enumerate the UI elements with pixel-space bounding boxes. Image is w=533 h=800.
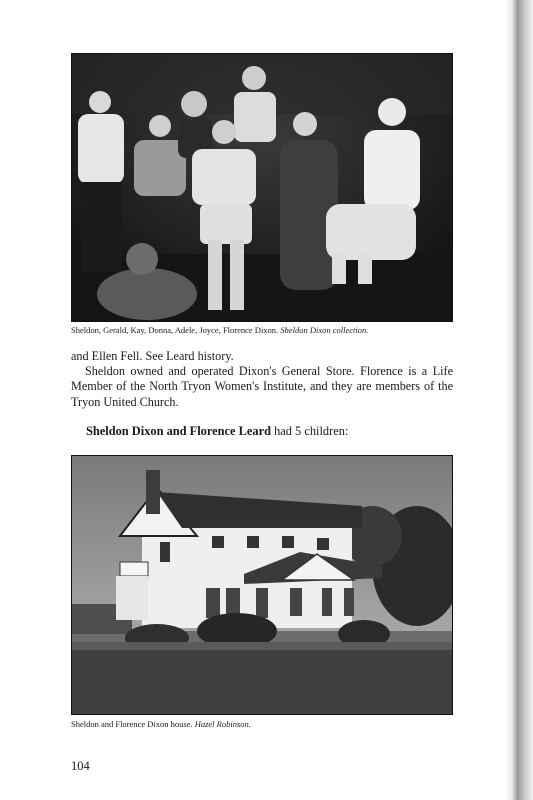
body-paragraph-2: Sheldon owned and operated Dixon's General Store. Florence is a Life Member of the North Tryon Women's Institute, and they are members of the Tryon United Church. (71, 364, 453, 409)
family-group-photo (71, 53, 453, 322)
photo2-caption (71, 719, 461, 730)
body-text (71, 349, 453, 410)
body-line-1: and Ellen Fell. See Leard history. (71, 349, 234, 363)
children-heading-suffix: had 5 children: (270, 424, 349, 438)
photo1-caption (71, 325, 461, 336)
page-number: 104 (71, 759, 90, 773)
photo1-caption-people: Sheldon, Gerald, Kay, Donna, Adele, Joyce, Florence Dixon. (71, 325, 279, 335)
photo2-caption-credit: Hazel Robinson. (194, 719, 251, 729)
dixon-house-photo (71, 455, 453, 715)
photo1-caption-credit: Sheldon Dixon collection. (280, 325, 369, 335)
book-spine-shadow (505, 0, 533, 800)
children-heading (86, 424, 466, 439)
photo2-caption-text: Sheldon and Florence Dixon house. (71, 719, 193, 729)
children-heading-names: Sheldon Dixon and Florence Leard (86, 424, 271, 438)
